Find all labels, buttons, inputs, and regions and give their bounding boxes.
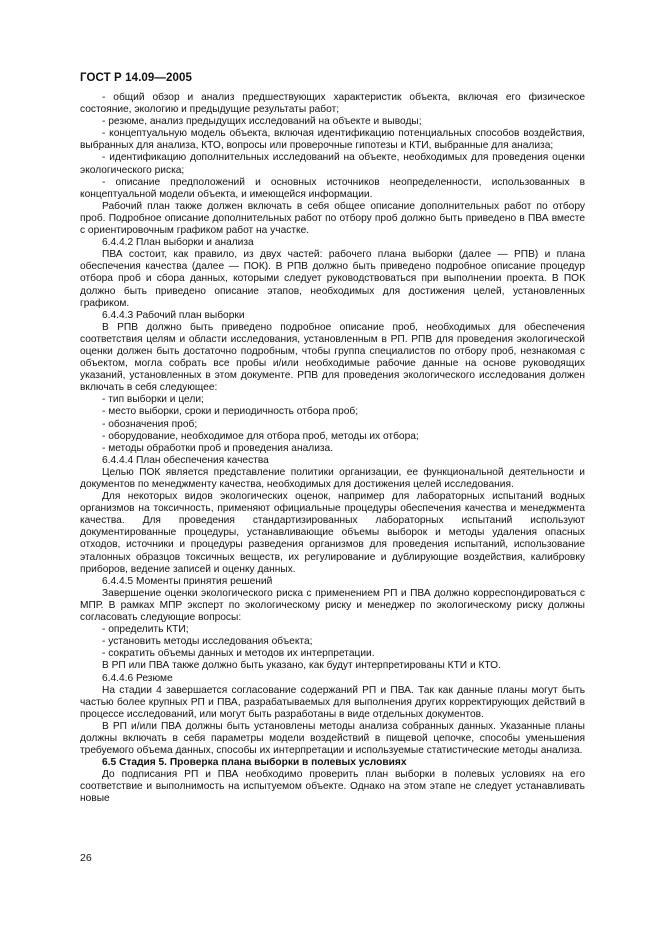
paragraph: В РПВ должно быть приведено подробное описание проб, необходимых для обеспечения соответствия целям и области исследования, установленным в РП. РПВ для проведения экологической оценки должен быть достаточно подробным, чтобы группа специалистов по отбору проб, незнакомая с объектом, могла собрать все пробы и/или необходимые рабочие данные на основе руководящих указаний, установленных в этом документе. РПВ для проведения экологического исследования должен включать в себя следующее: [80,321,585,394]
list-item: - установить методы исследования объекта; [102,636,313,648]
paragraph: - описание предположений и основных источников неопределенности, использованных в концептуальной модели объекта, и имеющейся информации. [80,176,585,200]
list-item: - обозначения проб; [102,418,198,430]
document-body [80,92,585,806]
section-heading: 6.4.4.2 План выборки и анализа [102,237,254,249]
paragraph: - идентификацию дополнительных исследований на объекте, необходимых для проведения оценки экологического риска; [80,152,585,176]
paragraph: До подписания РП и ПВА необходимо проверить план выборки в полевых условиях на его соответствие и выполнимость на испытуемом объекте. Однако на этом этапе не следует устанавливать новые [80,769,585,805]
paragraph: - концептуальную модель объекта, включая идентификацию потенциальных способов воздействия, выбранных для анализа, КТО, вопросы или проверочные гипотезы и КТИ, выбранные для анализа; [80,128,585,152]
page-number: 26 [80,852,92,864]
paragraph: Завершение оценки экологического риска с применением РП и ПВА должно корреспондироваться с МПР. В рамках МПР эксперт по экологическому риску и менеджер по экологическому риску должны согласовать следующие вопросы: [80,587,585,624]
paragraph: - резюме, анализ предыдущих исследований на объекте и выводы; [102,116,422,128]
paragraph: В РП и/или ПВА должны быть установлены методы анализа собранных данных. Указанные планы должны включать в себя параметры модели воздействий в пищевой цепочке, способы уменьшения требуемого объема данных, способы их интерпретации и используемые статистические методы анализа. [80,720,585,757]
section-heading: 6.4.4.5 Моменты принятия решений [102,575,273,587]
paragraph: В РП или ПВА также должно быть указано, как будут интерпретированы КТИ и КТО. [102,660,501,672]
paragraph: На стадии 4 завершается согласование содержаний РП и ПВА. Так как данные планы могут быть частью более крупных РП и ПВА, разрабатываемых для выполнения других корректирующих действий в процессе исследований, или могут быть разработаны в виде отдельных документов. [80,684,585,720]
section-heading: 6.4.4.3 Рабочий план выборки [102,309,245,321]
list-item: - тип выборки и цели; [102,394,204,406]
paragraph: - общий обзор и анализ предшествующих характеристик объекта, включая его физическое состояние, экологию и предыдущие результаты работ; [80,92,585,116]
section-heading: 6.4.4.6 Резюме [102,672,173,684]
document-header: ГОСТ Р 14.09—2005 [80,72,192,84]
section-heading: 6.4.4.4 План обеспечения качества [102,454,269,466]
paragraph: Для некоторых видов экологических оценок, например для лабораторных испытаний водных организмов на токсичность, применяют официальные процедуры обеспечения качества и менеджмента качества. Для проведения стандартизированных лабораторных испытаний используют документированные процедуры, устанавливающие объемы выборок и методы удаления опасных отходов, источники и процедуры разведения организмов для проведения испытаний, использование эталонных образцов токсичных веществ, их регулирование и дублирующие воздействия, калибровку приборов, ведение записей и оценку данных. [80,491,585,575]
list-item: - место выборки, сроки и периодичность отбора проб; [102,406,359,418]
paragraph: Целью ПОК является представление политики организации, ее функциональной деятельности и документов по менеджменту качества, необходимых для достижения целей исследования. [80,466,585,490]
list-item: - определить КТИ; [102,624,189,636]
section-heading-bold: 6.5 Стадия 5. Проверка плана выборки в полевых условиях [102,757,407,769]
list-item: - методы обработки проб и проведения анализа. [102,442,334,454]
list-item: - оборудование, необходимое для отбора проб, методы их отбора; [102,430,419,442]
list-item: - сократить объемы данных и методов их интерпретации. [102,648,375,660]
paragraph: Рабочий план также должен включать в себя общее описание дополнительных работ по отбору проб. Подробное описание дополнительных работ по отбору проб должно быть приведено в ПВА вместе с ориентировочным графиком работ на участке. [80,200,585,237]
paragraph: ПВА состоит, как правило, из двух частей: рабочего плана выборки (далее — РПВ) и плана обеспечения качества (далее — ПОК). В РПВ должно быть приведено подробное описание процедур отбора проб и сбора данных, которыми следует руководствоваться при выполнении проекта. В ПОК должно быть приведено описание этапов, необходимых для достижения целей, установленных графиком. [80,249,585,309]
